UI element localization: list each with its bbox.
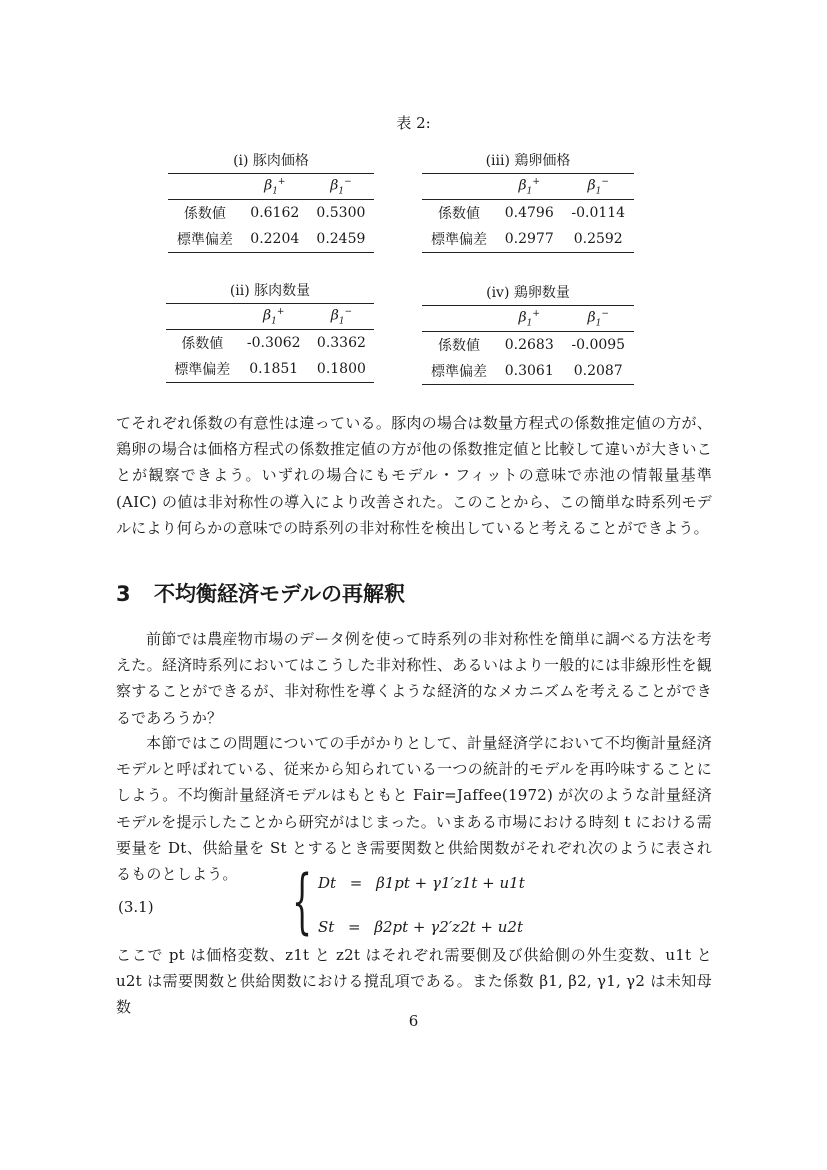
table-egg-quantity — [422, 282, 634, 385]
cell-value: 0.5300 — [316, 205, 366, 222]
cell-value: -0.0095 — [571, 337, 626, 354]
header-blank — [168, 174, 242, 200]
row-label: 係数値 — [181, 336, 224, 353]
cell-value: 0.2592 — [562, 226, 634, 253]
equation-number: (3.1) — [118, 898, 154, 916]
equation-brace: { — [292, 860, 313, 942]
equation-rhs: β1pt + γ1′z1t + u1t — [376, 874, 525, 892]
cell-value: 0.2459 — [308, 226, 374, 253]
equation-line-supply — [318, 918, 523, 936]
cell-value: 0.2977 — [496, 226, 562, 253]
table-egg-price — [422, 150, 634, 253]
equation-lhs: Dt — [318, 874, 337, 892]
cell-value: 0.3061 — [496, 358, 562, 385]
header-beta-minus: $\beta_1^-$ — [562, 306, 634, 332]
header-beta-minus: $\beta_1^-$ — [309, 304, 374, 330]
table-title: (i) 豚肉価格 — [233, 153, 309, 169]
paragraph-definitions: ここで pt は価格変数、z1t と z2t はそれぞれ需要側及び供給側の外生変数、u1t と u2t は需要関数と供給関数における撹乱項である。また係数 β1, β2, γ1, γ2 は未知母数 — [116, 946, 712, 1017]
table-title: (ii) 豚肉数量 — [229, 283, 311, 299]
equals-sign: = — [349, 874, 363, 892]
cell-value: 0.2087 — [562, 358, 634, 385]
header-blank — [422, 174, 496, 200]
cell-value: 0.6162 — [250, 205, 300, 222]
equation-lhs: St — [318, 918, 335, 936]
header-beta-plus: $\beta_1^+$ — [239, 304, 309, 330]
cell-value: 0.2204 — [242, 226, 308, 253]
row-label: 係数値 — [438, 206, 481, 223]
row-label: 係数値 — [438, 338, 481, 355]
header-beta-plus: $\beta_1^+$ — [242, 174, 308, 200]
cell-value: 0.1851 — [239, 356, 309, 383]
section-title: 不均衡経済モデルの再解釈 — [154, 582, 405, 606]
row-label: 標準偏差 — [422, 226, 496, 253]
cell-value: -0.0114 — [571, 205, 626, 222]
header-beta-minus: $\beta_1^-$ — [562, 174, 634, 200]
table-caption: 表 2: — [396, 114, 431, 132]
row-label: 標準偏差 — [168, 226, 242, 253]
table-title: (iv) 鶏卵数量 — [486, 285, 570, 301]
header-blank — [422, 306, 496, 332]
table-pork-quantity — [166, 280, 374, 383]
cell-value: -0.3062 — [246, 335, 301, 352]
header-beta-minus: $\beta_1^-$ — [308, 174, 374, 200]
cell-value: 0.3362 — [316, 335, 366, 352]
row-label: 標準偏差 — [422, 358, 496, 385]
page-number: 6 — [408, 1012, 419, 1030]
paragraph-results: てそれぞれ係数の有意性は違っている。豚肉の場合は数量方程式の係数推定値の方が、鶏卵の場合は価格方程式の係数推定値の方が他の係数推定値と比較して違いが大きいことが観察できよう。いずれの場合にもモデル・フィットの意味で赤池の情報量基準 (AIC) の値は非対称性の導入により改善された。このことから、この簡単な時系列モデルにより何らかの意味での時系列の非対称性を検出していると考えることができよう。 — [116, 414, 712, 537]
section-number: 3 — [116, 582, 131, 606]
equation-line-demand — [318, 874, 525, 892]
cell-value: 0.4796 — [504, 205, 554, 222]
header-blank — [166, 304, 239, 330]
paragraph-model: 本節ではこの問題についての手がかりとして、計量経済学において不均衡計量経済モデルと呼ばれている、従来から知られている一つの統計的モデルを再吟味することにしよう。不均衡計量経済モデルはもともと Fair=Jaffee(1972) が次のような計量経済モデルを提示したことから研究がはじまった。いまある市場における時刻 t における需要量を Dt、供給量を St とするとき需要関数と供給関数がそれぞれ次のように表されるものとしよう。 — [116, 734, 712, 884]
cell-value: 0.2683 — [504, 337, 554, 354]
cell-value: 0.1800 — [309, 356, 374, 383]
header-beta-plus: $\beta_1^+$ — [496, 306, 562, 332]
table-pork-price — [168, 150, 374, 253]
section-heading — [116, 578, 405, 608]
row-label: 係数値 — [183, 206, 226, 223]
equals-sign: = — [348, 918, 361, 936]
row-label: 標準偏差 — [166, 356, 239, 383]
equation-rhs: β2pt + γ2′z2t + u2t — [374, 918, 523, 936]
table-title: (iii) 鶏卵価格 — [485, 153, 571, 169]
header-beta-plus: $\beta_1^+$ — [496, 174, 562, 200]
paragraph-intro: 前節では農産物市場のデータ例を使って時系列の非対称性を簡単に調べる方法を考えた。経済時系列においてはこうした非対称性、あるいはより一般的には非線形性を観察することができるが、非対称性を導くような経済的なメカニズムを考えることができるであろうか？ — [116, 630, 712, 727]
